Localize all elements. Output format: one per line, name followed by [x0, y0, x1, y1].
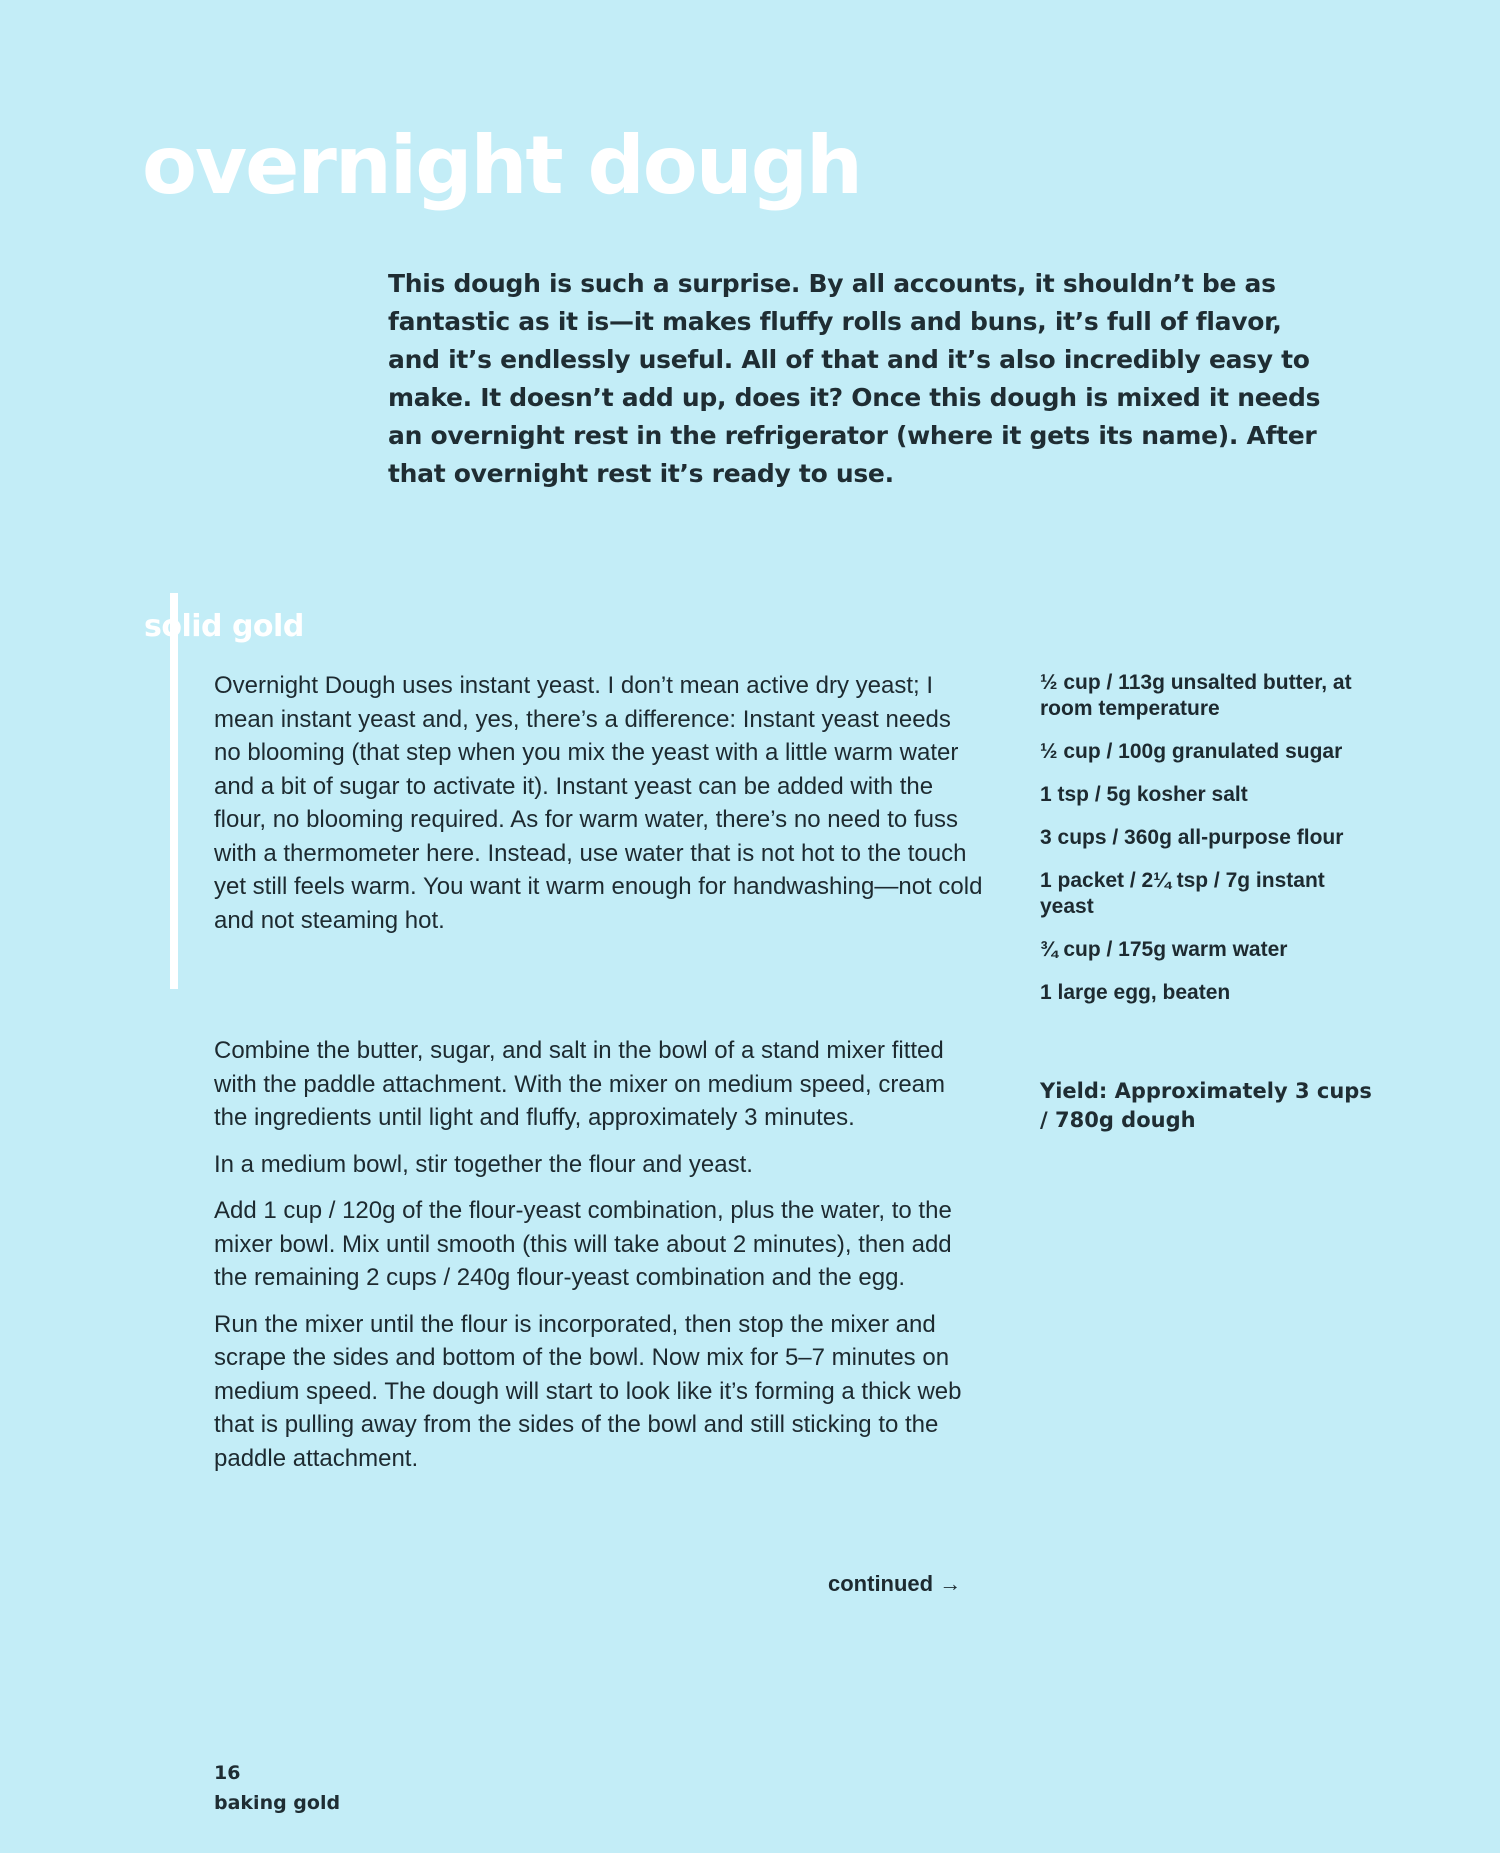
ingredient-item: ¾ cup / 175g warm water — [1040, 938, 1288, 961]
ingredient-item: 1 tsp / 5g kosher salt — [1040, 783, 1248, 806]
ingredient-item: ½ cup / 100g granulated sugar — [1040, 740, 1343, 763]
book-title: baking gold — [214, 1792, 341, 1814]
ingredient-item: 3 cups / 360g all-purpose flour — [1040, 826, 1344, 849]
ingredients-list — [1040, 670, 1380, 1023]
sidebar-label: solid gold — [144, 609, 304, 644]
intro-paragraph: This dough is such a surprise. By all accounts, it shouldn’t be as fantastic as it is—it makes fluffy rolls and buns, it’s full of flavor, and it’s endlessly useful. All of that and it’s also incredibly easy to make. It doesn’t add up, does it? Once this dough is mixed it needs an overnight rest in the refrigerator (where it gets its name). After that overnight rest it’s ready to use. — [388, 269, 1321, 488]
sidebar-note: Overnight Dough uses instant yeast. I don’t mean active dry yeast; I mean instant yeast and, yes, there’s a difference: Instant yeast needs no blooming (that step when you mix the yeast with a little warm water and a bit of sugar to activate it). Instant yeast can be added with the flour, no blooming required. As for warm water, there’s no need to fuss with a thermometer here. Instead, use water that is not hot to the touch yet still feels warm. You want it warm enough for handwashing—not cold and not steaming hot. — [214, 672, 983, 934]
page-number: 16 — [214, 1762, 241, 1784]
folio — [214, 1758, 340, 1818]
method-step: Add 1 cup / 120g of the flour-yeast combination, plus the water, to the mixer bowl. Mix until smooth (this will take about 2 minutes), then add the remaining 2 cups / 240g flour-yeast combination and the egg. — [214, 1197, 952, 1291]
yield-note: Yield: Approximately 3 cups / 780g dough — [1040, 1079, 1372, 1132]
page-title: overnight dough — [142, 119, 861, 212]
ingredient-item: ½ cup / 113g unsalted butter, at room temperature — [1040, 671, 1352, 720]
method-steps — [214, 1034, 984, 1488]
ingredient-item: 1 large egg, beaten — [1040, 981, 1231, 1004]
ingredient-item: 1 packet / 2¼ tsp / 7g instant yeast — [1040, 869, 1325, 918]
method-step: In a medium bowl, stir together the flour and yeast. — [214, 1150, 753, 1178]
method-step: Combine the butter, sugar, and salt in the bowl of a stand mixer fitted with the paddle attachment. With the mixer on medium speed, cream the ingredients until light and fluffy, approximately 3 minutes. — [214, 1037, 946, 1131]
sidebar-rule — [170, 593, 178, 989]
continued-link[interactable]: continued → — [828, 1571, 962, 1596]
method-step: Run the mixer until the flour is incorporated, then stop the mixer and scrape the sides and bottom of the bowl. Now mix for 5–7 minutes on medium speed. The dough will start to look like it’s forming a thick web that is pulling away from the sides of the bowl and still sticking to the paddle attachment. — [214, 1310, 962, 1472]
